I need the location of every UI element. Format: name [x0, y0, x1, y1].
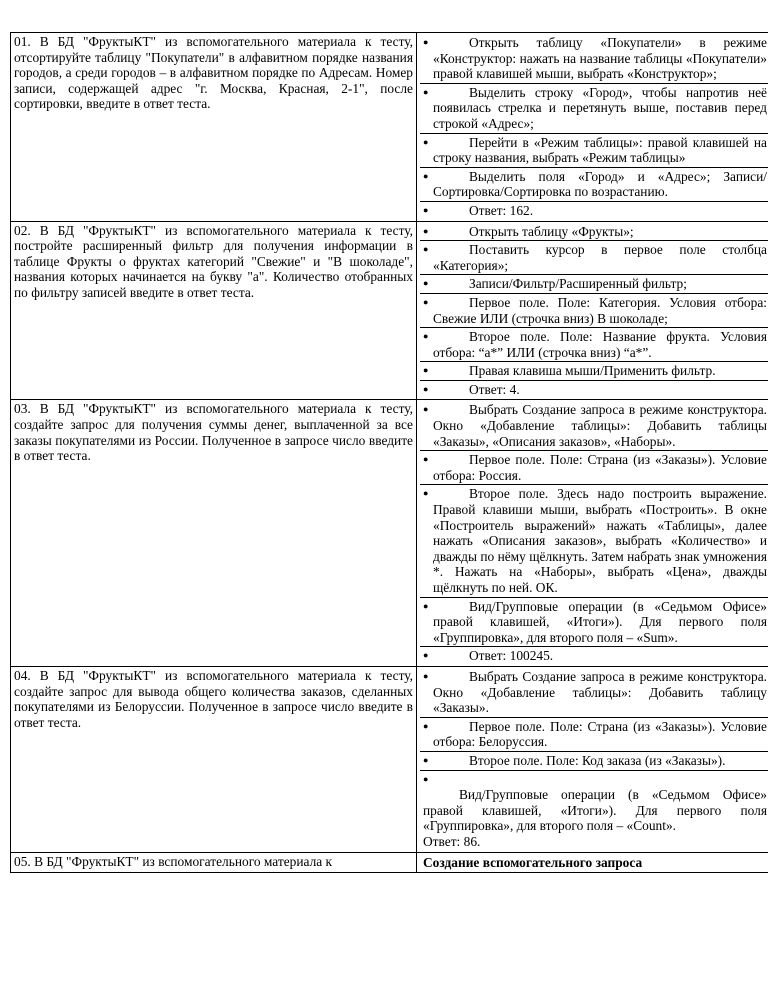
- step-text: Выбрать Создание запроса в режиме конструктора. Окно «Добавление таблицы»: Добавить таблицы «Заказы», «Описания заказов», «Наборы».: [433, 402, 767, 449]
- task-row: [11, 852, 768, 873]
- solution-step: [420, 647, 768, 665]
- solution-step: [420, 668, 768, 718]
- solution-step: [420, 451, 768, 485]
- answer-cell: [417, 400, 768, 667]
- bullet-icon: ●: [423, 383, 429, 394]
- answer-cell: [417, 33, 768, 222]
- solution-step: [420, 202, 768, 220]
- bullet-icon: ●: [423, 136, 429, 147]
- section-heading: Создание вспомогательного запроса: [423, 854, 643, 870]
- bullet-icon: ●: [423, 754, 429, 765]
- bullet-icon: ●: [423, 244, 429, 255]
- step-text: Выделить поля «Город» и «Адрес»; Записи/Сортировка/Сортировка по возрастанию.: [433, 168, 767, 200]
- answer-text: Ответ: 86.: [423, 833, 481, 849]
- solution-step: [420, 84, 768, 134]
- step-text: Ответ: 4.: [469, 381, 520, 397]
- step-text: Первое поле. Поле: Страна (из «Заказы»). Условие отбора: Россия.: [433, 452, 767, 483]
- bullet-icon: ●: [423, 670, 429, 681]
- solution-step: [420, 718, 768, 752]
- solution-step: [420, 381, 768, 399]
- solution-step: [420, 401, 768, 451]
- task-row: [11, 666, 768, 852]
- step-text: Записи/Фильтр/Расширенный фильтр;: [469, 276, 687, 292]
- bullet-icon: ●: [423, 170, 429, 181]
- solution-step: [420, 241, 768, 275]
- answer-cell: [417, 221, 768, 400]
- solution-step: [420, 598, 768, 648]
- step-text: Второе поле. Здесь надо построить выражение. Правой клавиши мыши, выбрать «Построить». В окне «Построитель выражений» нажать «Таблицы», далее нажать «Описания заказов», выбрать «Количество» и дважды по нёму щёлкнуть. Затем набрать знак умножения *. Нажать на «Наборы», выбрать «Цена», дважды щёлкнуть по ней. ОК.: [433, 486, 767, 595]
- solution-step: [420, 485, 768, 597]
- step-text: Первое поле. Поле: Страна (из «Заказы»). Условие отбора: Белоруссия.: [433, 718, 767, 750]
- step-text: Второе поле. Поле: Код заказа (из «Заказы»).: [469, 752, 726, 768]
- solution-step: [420, 752, 768, 771]
- bullet-icon: ●: [423, 204, 429, 215]
- bullet-icon: ●: [423, 773, 429, 784]
- solution-step: [420, 168, 768, 202]
- solution-step: [420, 34, 768, 84]
- step-text: Ответ: 162.: [469, 202, 534, 218]
- bullet-icon: ●: [423, 720, 429, 731]
- bullet-icon: ●: [423, 278, 429, 289]
- solution-step: [420, 223, 768, 242]
- solution-step: [420, 294, 768, 328]
- question-cell: 05. В БД "ФруктыКТ" из вспомогательного материала к: [11, 852, 417, 873]
- step-text: Перейти в «Режим таблицы»: правой клавишей на строку названия, выбрать «Режим таблицы»: [433, 134, 767, 166]
- step-text: Ответ: 100245.: [469, 648, 554, 664]
- task-row: [11, 33, 768, 222]
- bullet-icon: ●: [423, 86, 429, 97]
- step-text: Второе поле. Поле: Название фрукта. Условия отбора: “а*” ИЛИ (строчка вниз) “а*”.: [433, 329, 767, 360]
- step-text: Выбрать Создание запроса в режиме конструктора. Окно «Добавление таблицы»: Добавить таблицу «Заказы».: [433, 668, 767, 716]
- step-text: Выделить строку «Город», чтобы напротив неё появилась стрелка и перетянуть выше, поставив перед строкой «Адрес»;: [433, 84, 767, 131]
- solution-step: [420, 275, 768, 294]
- step-text: Вид/Групповые операции (в «Седьмом Офисе» правой клавишей, «Итоги»). Для первого поля «Группировка», для второго поля – «Sum».: [433, 598, 767, 645]
- question-cell: 01. В БД "ФруктыКТ" из вспомогательного материала к тесту, отсортируйте таблицу "Покупатели" в алфавитном порядке названия городов, а среди городов – в алфавитном порядке по Адресам. Номер записи, содержащей адрес "г. Москва, Красная, 2-1", после сортировки, введите в ответ теста.: [11, 33, 417, 222]
- task-table-body: [11, 33, 768, 873]
- step-text: Открыть таблицу «Фрукты»;: [469, 223, 634, 239]
- answer-cell: [417, 852, 768, 873]
- step-text: Правая клавиша мыши/Применить фильтр.: [469, 363, 716, 379]
- step-text: Вид/Групповые операции (в «Седьмом Офисе» правой клавишей, «Итоги»). Для первого поля «Группировка», для второго поля – «Count».: [423, 787, 767, 834]
- bullet-icon: ●: [423, 331, 429, 342]
- bullet-icon: ●: [423, 404, 429, 415]
- bullet-icon: ●: [423, 365, 429, 376]
- solution-step: [420, 362, 768, 381]
- bullet-icon: ●: [423, 225, 429, 236]
- bullet-icon: ●: [423, 296, 429, 307]
- bullet-icon: ●: [423, 488, 429, 499]
- task-row: [11, 221, 768, 400]
- task-row: [11, 400, 768, 667]
- step-text: Первое поле. Поле: Категория. Условия отбора: Свежие ИЛИ (строчка вниз) В шоколаде;: [433, 294, 767, 326]
- solution-step: [420, 134, 768, 168]
- question-cell: 03. В БД "ФруктыКТ" из вспомогательного материала к тесту, создайте запрос для получения суммы денег, выплаченной за все заказы покупателями из России. Полученное в запросе число введите в ответ теста.: [11, 400, 417, 667]
- bullet-icon: ●: [423, 37, 429, 47]
- step-text: Открыть таблицу «Покупатели» в режиме «Конструктор: нажать на название таблицы «Покупатели» правой клавишей мыши, выбрать «Конструктор»;: [433, 35, 767, 82]
- bullet-icon: ●: [423, 650, 429, 661]
- task-table: [10, 32, 768, 873]
- bullet-icon: ●: [423, 600, 429, 611]
- step-text: Поставить курсор в первое поле столбца «Категория»;: [433, 242, 767, 273]
- bullet-icon: ●: [423, 454, 429, 465]
- question-cell: 04. В БД "ФруктыКТ" из вспомогательного материала к тесту, создайте запрос для вывода общего количества заказов, сделанных покупателями из Белоруссии. Полученное в запросе число введите в ответ теста.: [11, 666, 417, 852]
- question-cell: 02. В БД "ФруктыКТ" из вспомогательного материала к тесту, постройте расширенный фильтр для получения информации в таблице Фрукты о фруктах категорий "Свежие" и "В шоколаде", названия которых начинается на букву "а". Количество отобранных по фильтру записей введите в ответ теста.: [11, 221, 417, 400]
- answer-cell: [417, 666, 768, 852]
- solution-step: [420, 771, 768, 851]
- solution-step: [420, 328, 768, 362]
